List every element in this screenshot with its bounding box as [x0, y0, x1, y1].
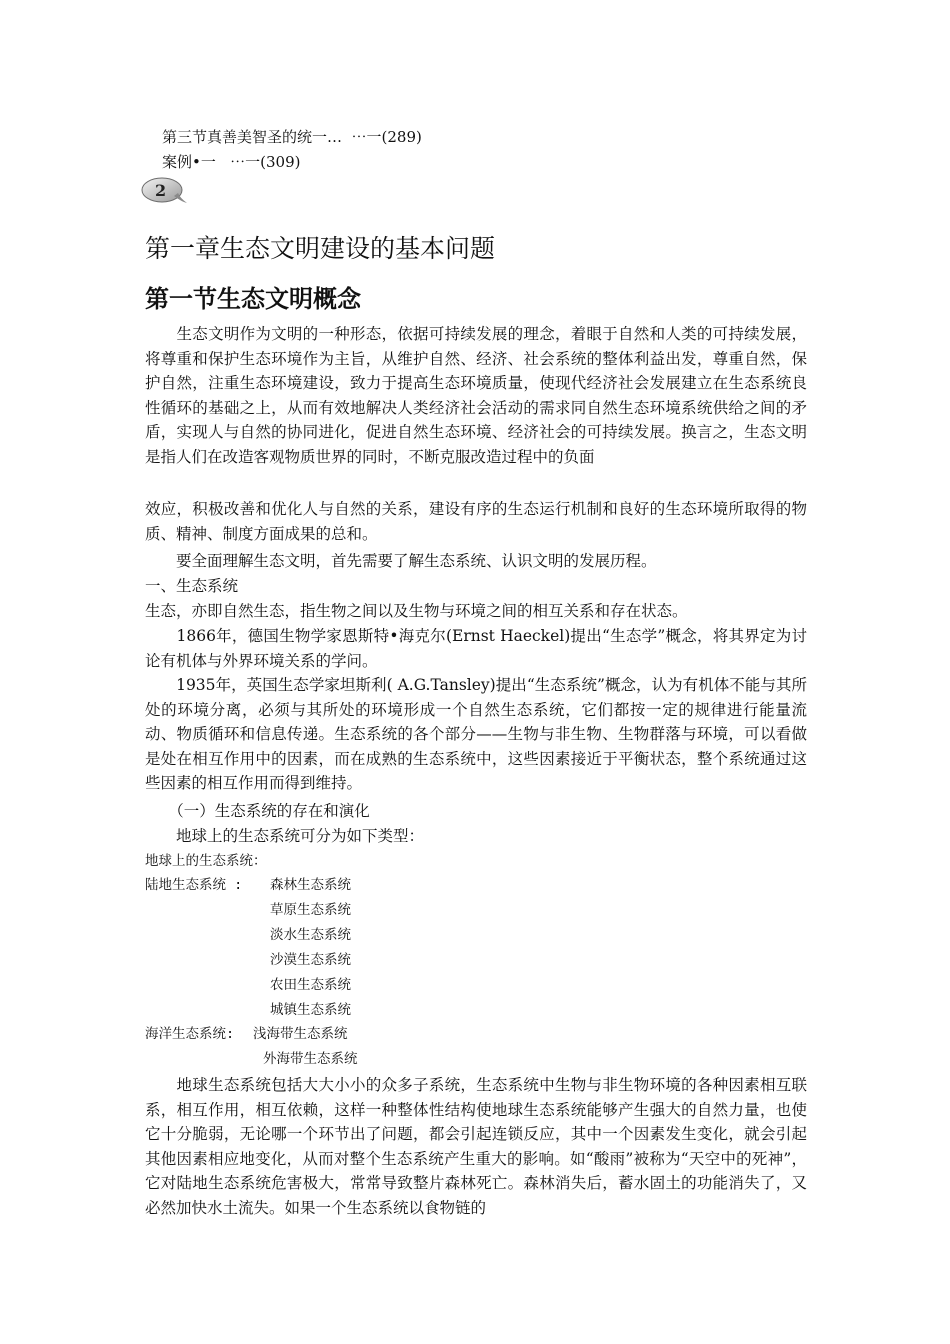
section-title: 第一节生态文明概念 [145, 285, 361, 313]
land-item-desert: 沙漠生态系统 [270, 952, 351, 968]
paragraph-ecology: 生态，亦即自然生态，指生物之间以及生物与环境之间的相互关系和存在状态。 [145, 602, 688, 620]
land-item-farmland: 农田生态系统 [270, 977, 351, 993]
chapter-title: 第一章生态文明建设的基本问题 [145, 234, 496, 263]
page-badge-icon [140, 176, 190, 206]
ecosystem-list-heading: 地球上的生态系统： [145, 853, 267, 869]
paragraph-intro: 要全面理解生态文明，首先需要了解生态系统、认识文明的发展历程。 [145, 552, 657, 570]
land-item-grassland: 草原生态系统 [270, 902, 351, 918]
land-item-forest: 森林生态系统 [270, 877, 351, 893]
subheading-existence: （一）生态系统的存在和演化 [145, 802, 370, 820]
toc-entry-section-3[interactable]: 第三节真善美智圣的统一… ⋯一(289) [162, 128, 422, 146]
ocean-item-open: 外海带生态系统 [263, 1051, 358, 1067]
land-ecosystem-label: 陆地生态系统 : [145, 877, 243, 893]
page-number-badge [140, 176, 190, 206]
ocean-ecosystem-label: 海洋生态系统: [145, 1026, 235, 1042]
page-number: 2 [155, 181, 167, 200]
land-item-freshwater: 淡水生态系统 [270, 927, 351, 943]
paragraph-earth-ecosystem: 地球生态系统包括大大小小的众多子系统，生态系统中生物与非生物环境的各种因素相互联系，相互作用，相互依赖，这样一种整体性结构使地球生态系统能够产生强大的自然力量，也使它十分脆弱，无论哪一个环节出了问题，都会引起连锁反应，其中一个因素发生变化，就会引起其他因素相应地变化，从而对整个生态系统产生重大的影响。如“酸雨”被称为“天空中的死神”，它对陆地生态系统危害极大，常常导致整片森林死亡。森林消失后，蓄水固土的功能消失了，又必然加快水土流失。如果一个生态系统以食物链的 [145, 1076, 807, 1217]
land-item-urban: 城镇生态系统 [270, 1002, 351, 1018]
paragraph-haeckel: 1866年，德国生物学家恩斯特•海克尔(Ernst Haeckel)提出“生态学”概念，将其界定为讨论有机体与外界环境关系的学问。 [145, 627, 807, 670]
toc-entry-case[interactable]: 案例•一 ⋯一(309) [162, 153, 301, 171]
ocean-item-shallow: 浅海带生态系统 [253, 1026, 348, 1042]
paragraph-types-intro: 地球上的生态系统可分为如下类型： [145, 827, 425, 845]
paragraph-tansley: 1935年，英国生态学家坦斯利( A.G.Tansley)提出“生态系统”概念，认为有机体不能与其所处的环境分离，必须与其所处的环境形成一个自然生态系统，它们都按一定的规律进行能量流动、物质循环和信息传递。生态系统的各个部分——生物与非生物、生物群落与环境，可以看做是处在相互作用中的因素，而在成熟的生态系统中，这些因素接近于平衡状态，整个系统通过这些因素的相互作用而得到维持。 [145, 676, 807, 792]
paragraph-definition: 生态文明作为文明的一种形态，依据可持续发展的理念，着眼于自然和人类的可持续发展，将尊重和保护生态环境作为主旨，从维护自然、经济、社会系统的整体利益出发，尊重自然，保护自然，注重生态环境建设，致力于提高生态环境质量，使现代经济社会发展建立在生态系统良性循环的基础之上，从而有效地解决人类经济社会活动的需求同自然生态环境系统供给之间的矛盾，实现人与自然的协同进化，促进自然生态环境、经济社会的可持续发展。换言之，生态文明是指人们在改造客观物质世界的同时，不断克服改造过程中的负面 [145, 325, 807, 466]
paragraph-definition-cont: 效应，积极改善和优化人与自然的关系，建设有序的生态运行机制和良好的生态环境所取得的物质、精神、制度方面成果的总和。 [145, 500, 807, 543]
subheading-ecosystem: 一、生态系统 [145, 577, 239, 595]
